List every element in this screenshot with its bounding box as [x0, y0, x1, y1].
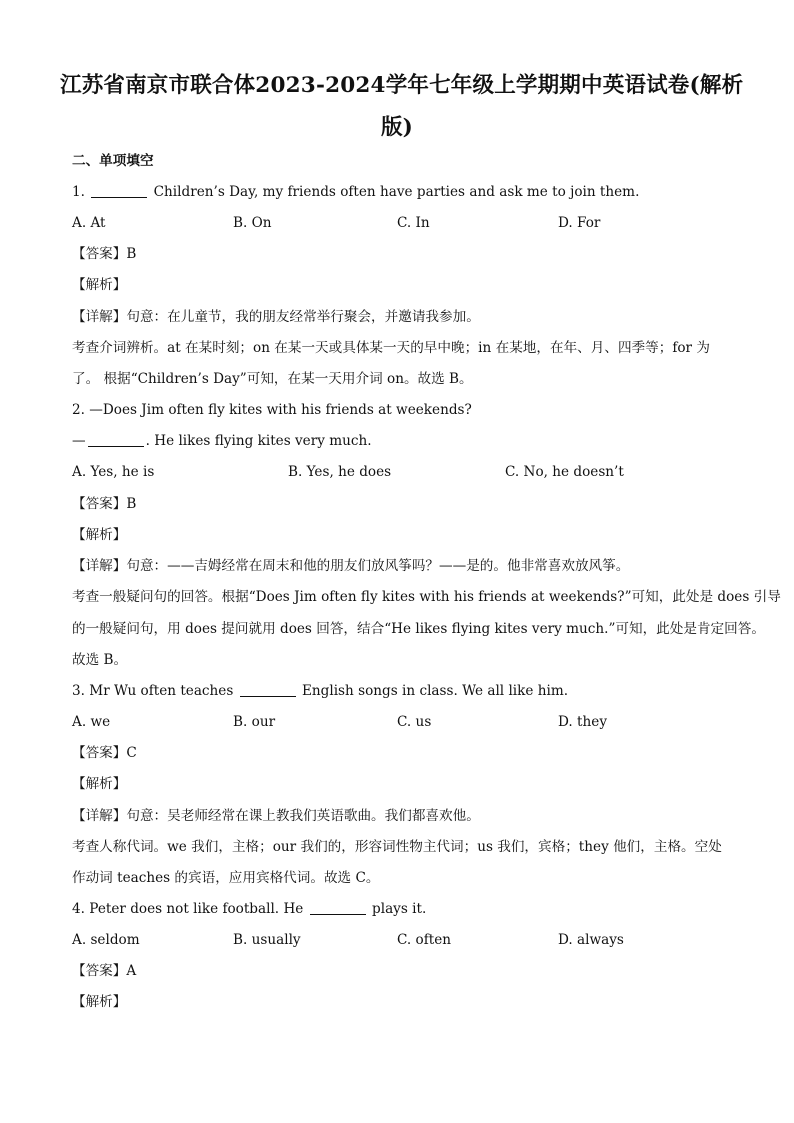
- question-4-stem: [72, 898, 722, 920]
- explanation-line: 考查介词辨析。at 在某时刻；on 在某一天或具体某一天的早中晚；in 在某地，在年、月、四季等；for 为: [72, 340, 710, 356]
- option-d: D. always: [558, 932, 624, 948]
- option-c: C. In: [397, 215, 430, 231]
- question-1-stem: [72, 181, 722, 203]
- option-a: A. we: [72, 714, 111, 730]
- option-c: C. often: [397, 932, 452, 948]
- option-b: B. On: [233, 215, 272, 231]
- answer-line: 【答案】C: [72, 745, 137, 761]
- section-heading: 二、单项填空: [72, 153, 154, 169]
- explanation-line: 考查人称代词。we 我们，主格；our 我们的，形容词性物主代词；us 我们，宾格；they 他们，主格。空处: [72, 839, 722, 855]
- analysis-heading: 【解析】: [72, 994, 127, 1010]
- option-b: B. usually: [233, 932, 301, 948]
- option-d: D. For: [558, 215, 601, 231]
- question-text: plays it.: [372, 901, 427, 917]
- explanation-line: 故选 B。: [72, 652, 128, 668]
- page-title-continued: 版): [380, 115, 414, 140]
- option-c: C. us: [397, 714, 432, 730]
- explanation-line: 作动词 teaches 的宾语，应用宾格代词。故选 C。: [72, 870, 380, 886]
- option-a: A. At: [72, 215, 106, 231]
- answer-line: 【答案】A: [72, 963, 137, 979]
- analysis-heading: 【解析】: [72, 527, 127, 543]
- question-3-stem: [72, 680, 722, 702]
- question-2-reply: [72, 430, 722, 452]
- question-number: 1.: [72, 184, 85, 200]
- question-text: 3. Mr Wu often teaches: [72, 683, 234, 699]
- option-c: C. No, he doesn’t: [505, 464, 624, 480]
- detail-line: 【详解】句意：吴老师经常在课上教我们英语歌曲。我们都喜欢他。: [72, 808, 480, 824]
- question-text: Children’s Day, my friends often have parties and ask me to join them.: [153, 184, 640, 200]
- option-b: B. our: [233, 714, 276, 730]
- page-title: 江苏省南京市联合体2023-2024学年七年级上学期期中英语试卷(解析: [60, 73, 744, 98]
- answer-blank: [88, 432, 144, 447]
- dash: —: [72, 433, 86, 449]
- option-a: A. Yes, he is: [72, 464, 155, 480]
- answer-blank: [91, 183, 147, 198]
- reply-text: . He likes flying kites very much.: [145, 433, 372, 449]
- analysis-heading: 【解析】: [72, 776, 127, 792]
- option-a: A. seldom: [72, 932, 140, 948]
- explanation-line: 了。 根据“Children’s Day”可知，在某一天用介词 on。故选 B。: [72, 371, 473, 387]
- detail-line: 【详解】句意：——吉姆经常在周末和他的朋友们放风筝吗？——是的。他非常喜欢放风筝。: [72, 558, 630, 574]
- analysis-heading: 【解析】: [72, 277, 127, 293]
- question-text: 4. Peter does not like football. He: [72, 901, 304, 917]
- question-2-stem: 2. —Does Jim often fly kites with his friends at weekends?: [72, 402, 472, 418]
- answer-blank: [240, 682, 296, 697]
- detail-line: 【详解】句意：在儿童节，我的朋友经常举行聚会，并邀请我参加。: [72, 309, 480, 325]
- explanation-line: 的一般疑问句，用 does 提问就用 does 回答，结合“He likes flying kites very much.”可知，此处是肯定回答。: [72, 621, 765, 637]
- option-d: D. they: [558, 714, 607, 730]
- answer-line: 【答案】B: [72, 246, 137, 262]
- explanation-line: 考查一般疑问句的回答。根据“Does Jim often fly kites with his friends at weekends?”可知，此处是 does 引导: [72, 589, 781, 605]
- answer-blank: [310, 900, 366, 915]
- question-text: English songs in class. We all like him.: [301, 683, 569, 699]
- answer-line: 【答案】B: [72, 496, 137, 512]
- option-b: B. Yes, he does: [288, 464, 392, 480]
